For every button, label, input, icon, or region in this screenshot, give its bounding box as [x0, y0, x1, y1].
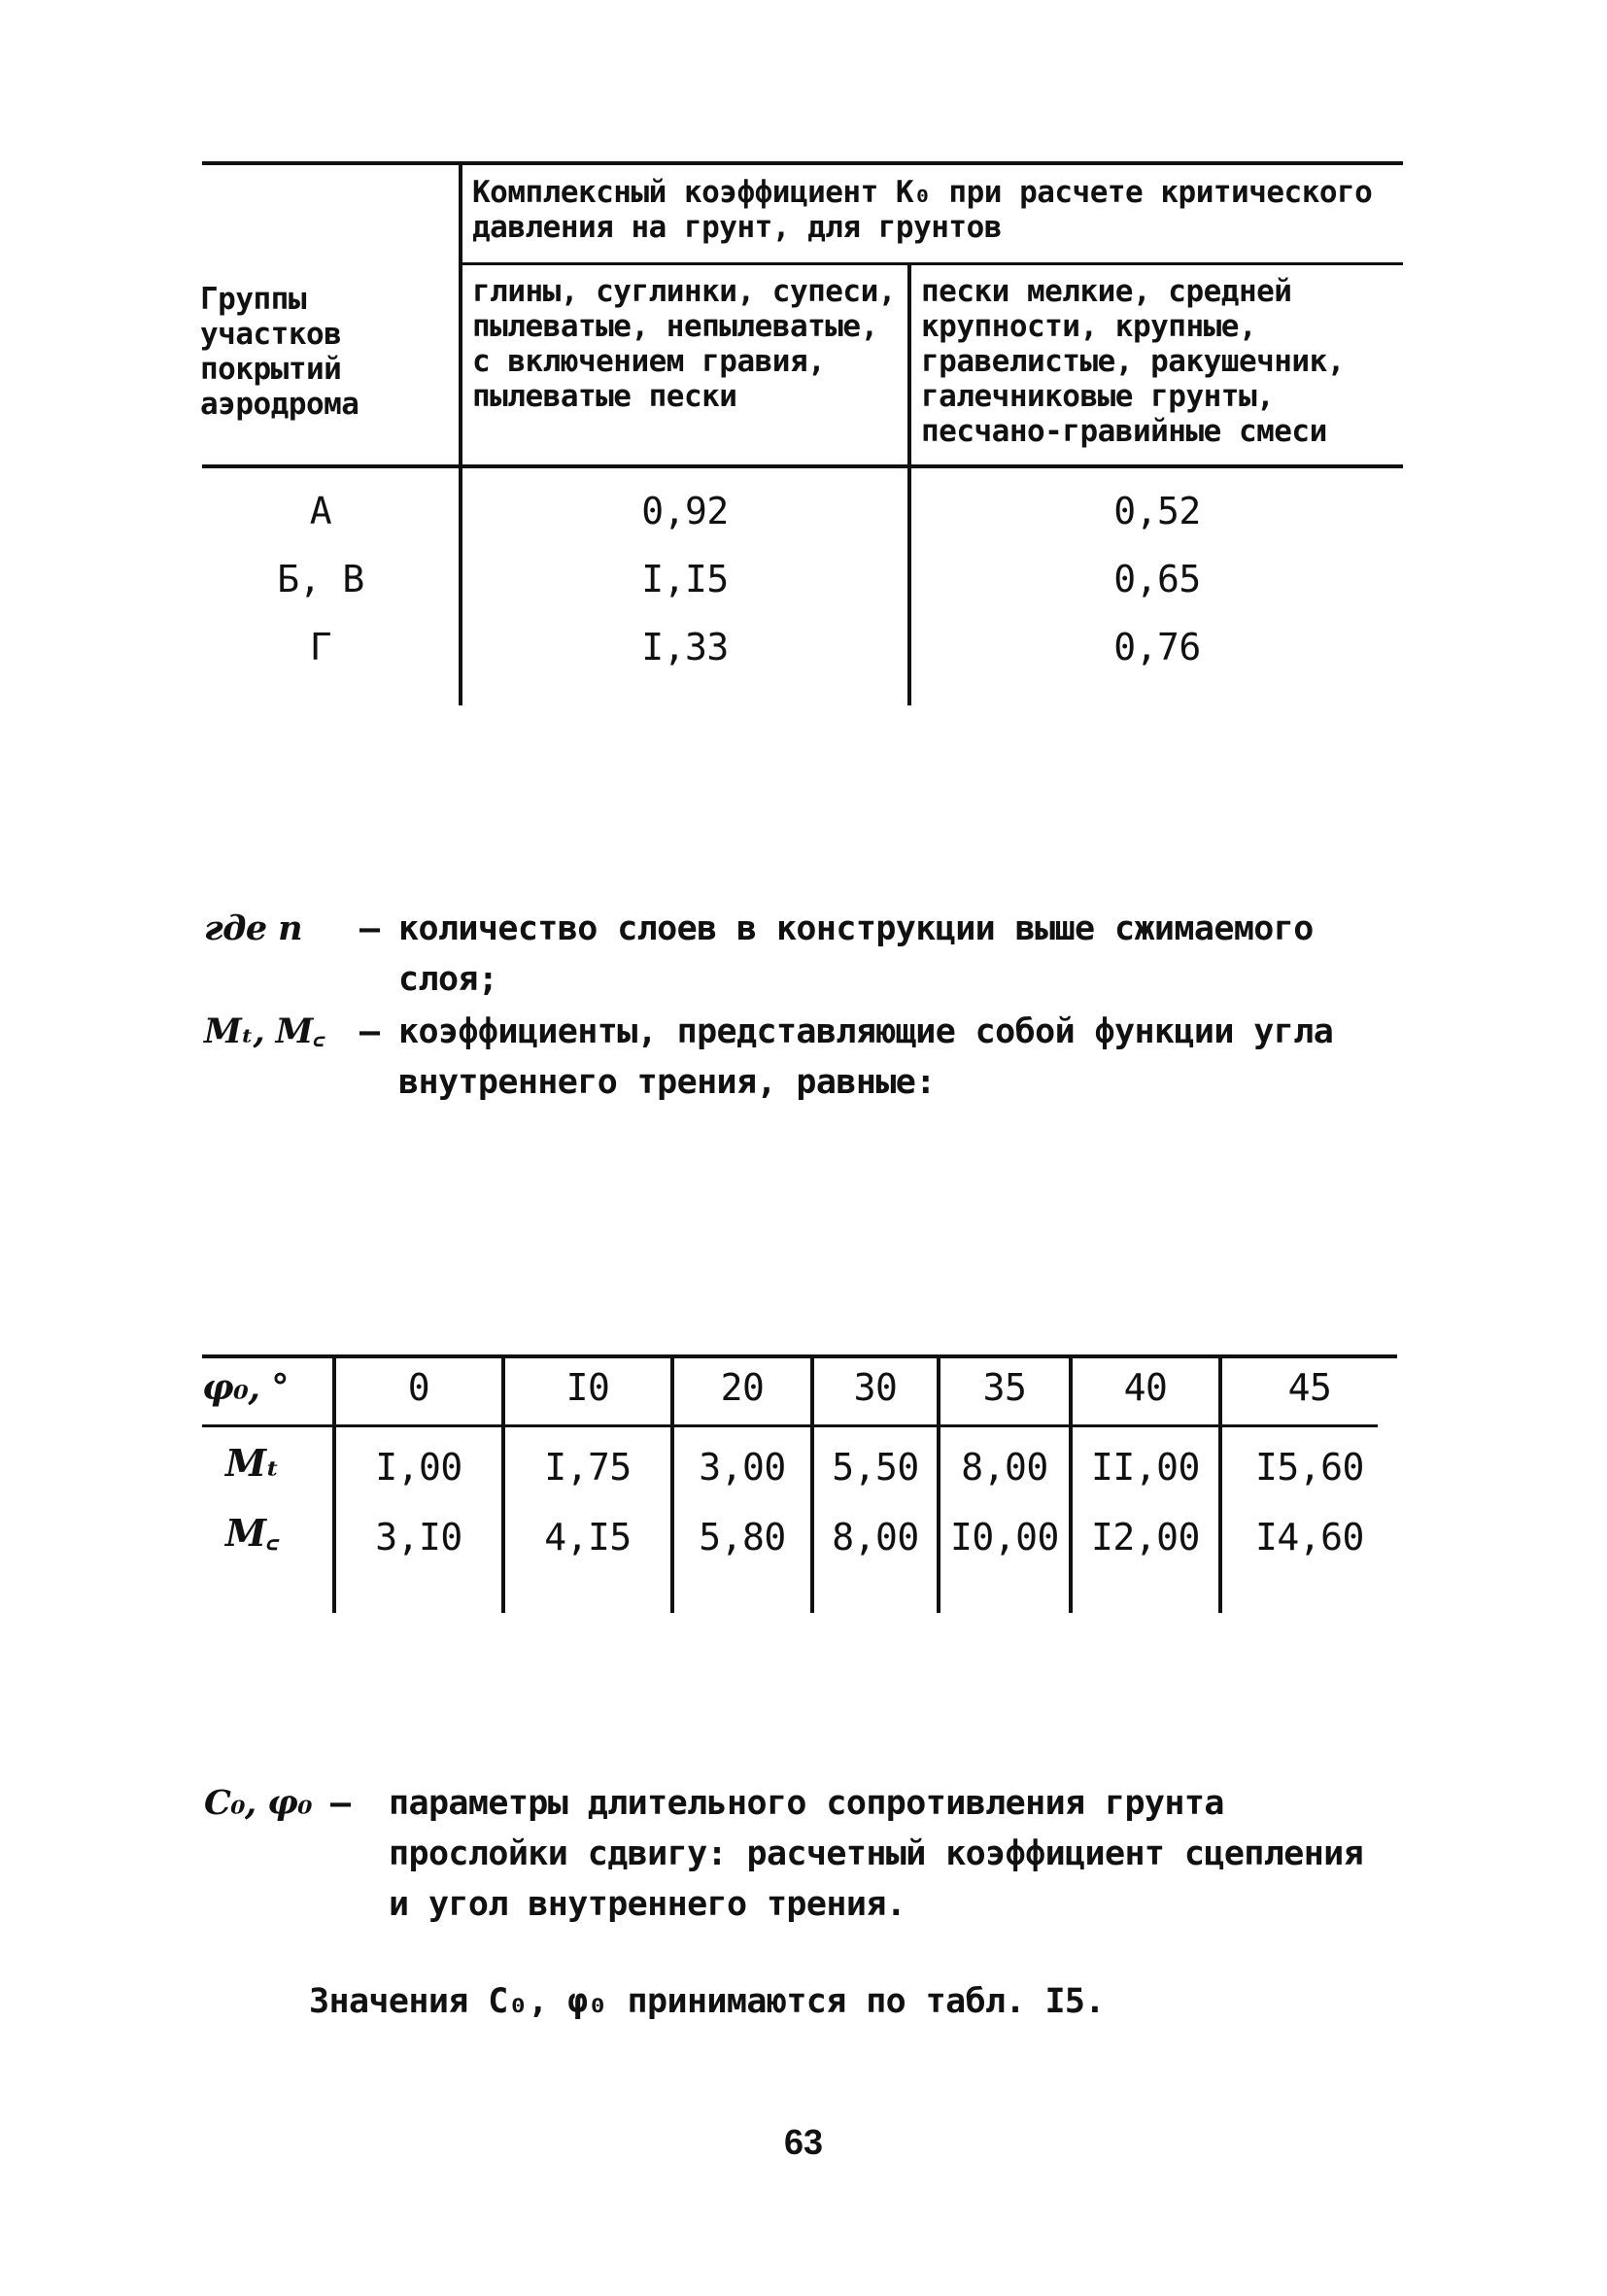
angle-value: 30	[853, 1366, 898, 1409]
table2-cell: 3,00	[699, 1446, 786, 1489]
definition-dash: –	[359, 1012, 380, 1051]
definition-dash: –	[330, 1784, 351, 1823]
angle-header: φ₀, °	[202, 1367, 289, 1408]
table2-cell: 5,50	[832, 1446, 919, 1489]
definition-text: количество слоев в конструкции выше сжимаемого слоя;	[398, 909, 1314, 999]
page-number: 63	[783, 2122, 824, 2162]
sand-value: 0,65	[1113, 558, 1201, 600]
angle-value: 0	[407, 1366, 430, 1409]
angle-value: I0	[565, 1366, 610, 1409]
clay-value: I,I5	[641, 558, 729, 600]
table2-cell: I5,60	[1255, 1446, 1364, 1489]
table2-cell: 5,80	[699, 1516, 786, 1559]
table1-top-rule	[202, 161, 1403, 165]
definition-text: коэффициенты, представляющие собой функции угла внутреннего трения, равные:	[398, 1012, 1334, 1102]
definition-item	[204, 904, 1419, 1005]
table1-vrule-1	[459, 165, 462, 705]
table2-cell: 3,I0	[375, 1516, 462, 1559]
clay-value: I,33	[641, 626, 729, 668]
table1-span-rule	[462, 262, 1403, 265]
group-label: Б, В	[277, 558, 364, 600]
table1-span-header: Комплексный коэффициент K₀ при расчете критического давления на грунт, для грунтов	[472, 175, 1373, 245]
definition-dash: –	[359, 909, 380, 948]
table2-cell: I,00	[375, 1446, 462, 1489]
table2-header-rule	[202, 1424, 1378, 1427]
table1-header-rule	[202, 464, 1403, 468]
sand-value: 0,52	[1113, 490, 1201, 532]
table2-cell: 8,00	[832, 1516, 919, 1559]
definition-item	[204, 1778, 1419, 1930]
table2-cell: 4,I5	[544, 1516, 632, 1559]
table2-cell: I2,00	[1091, 1516, 1200, 1559]
group-label: А	[309, 490, 332, 532]
definition-text: параметры длительного сопротивления грунта прослойки сдвигу: расчетный коэффициент сцепления и угол внутреннего трения.	[389, 1784, 1364, 1924]
table2-cell: II,00	[1091, 1446, 1200, 1489]
table-reference-note: Значения C₀, φ₀ принимаются по табл. I5.	[309, 1982, 1105, 2021]
row-label: Mₜ	[225, 1441, 280, 1485]
angle-value: 20	[720, 1366, 765, 1409]
definition-symbol: Mₜ, M꜀	[204, 1011, 325, 1051]
table2-cell: I,75	[544, 1446, 632, 1489]
clay-value: 0,92	[641, 490, 729, 532]
group-label: Г	[309, 626, 332, 668]
table1-group-header: Группы участков покрытий аэродрома	[200, 282, 359, 422]
definition-symbol: где n	[204, 908, 302, 948]
angle-value: 40	[1123, 1366, 1168, 1409]
row-label: M꜀	[225, 1511, 279, 1555]
definition-symbol: C₀, φ₀	[204, 1783, 312, 1823]
table2-cell: I0,00	[950, 1516, 1059, 1559]
table1-clay-header: глины, суглинки, супеси, пылеватые, непылеватые, с включением гравия, пылеватые пески	[472, 274, 896, 414]
table1-sand-header: пески мелкие, средней крупности, крупные, гравелистые, ракушечник, галечниковые грунты, песчано-гравийные смеси	[921, 274, 1345, 449]
sand-value: 0,76	[1113, 626, 1201, 668]
definition-item	[204, 1007, 1419, 1108]
angle-value: 35	[982, 1366, 1027, 1409]
angle-value: 45	[1287, 1366, 1332, 1409]
table2-cell: 8,00	[961, 1446, 1048, 1489]
table2-cell: I4,60	[1255, 1516, 1364, 1559]
